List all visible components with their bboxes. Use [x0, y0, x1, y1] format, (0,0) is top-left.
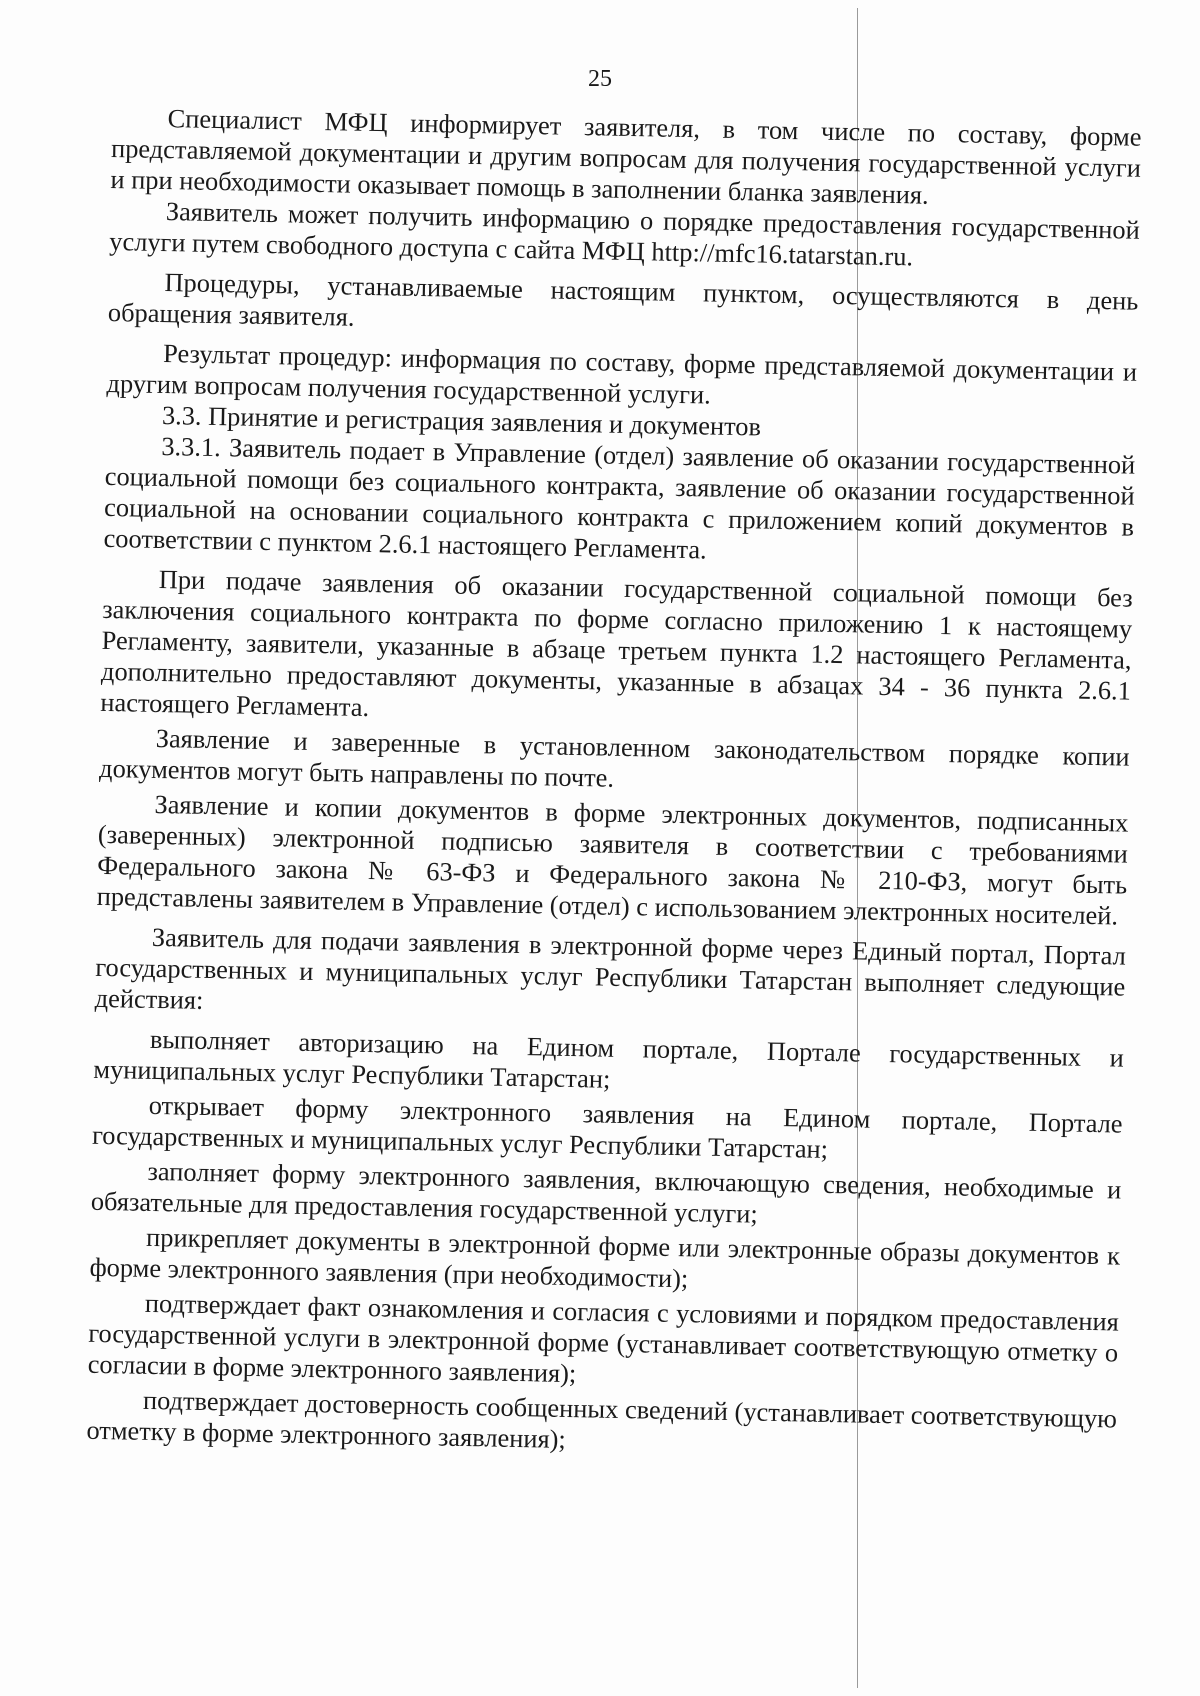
- list-item-confirm-accuracy: подтверждает достоверность сообщенных сведений (устанавливает соответствующую отметку в форме электронного заявления);: [86, 1384, 1118, 1454]
- paragraph-portal-actions: Заявитель для подачи заявления в электронной форме через Единый портал, Портал государственных и муниципальных услуг Республики Татарстан выполняет следующие действия:: [94, 921, 1127, 1015]
- paragraph-3-3-1: 3.3.1. Заявитель подает в Управление (отдел) заявление об оказании государственной социальной помощи без социального контракта, заявление об оказании государственной социальной на основании социального контракта с приложением копий документов в соответствии с пунктом 2.6.1 настоящего Регламента.: [103, 431, 1136, 565]
- paragraph-without-contract: При подаче заявления об оказании государственной социальной помощи без заключения социального контракта по форме согласно приложению 1 к настоящему Регламенту, заявители, указанные в абзаце третьем пункта 1.2 настоящего Регламента, дополнительно предоставляют документы, указанные в абзацах 34 - 36 пункта 2.6.1 настоящего Регламента.: [100, 563, 1133, 723]
- list-item-confirm-consent: подтверждает факт ознакомления и согласия с условиями и порядком предоставления государственной услуги в электронной форме (устанавливает соответствующую отметку о согласии в форме электронного заявления);: [87, 1287, 1120, 1389]
- list-item-open-form: открывает форму электронного заявления на Едином портале, Портале государственных и муниципальных услуг Республики Татарстан;: [91, 1089, 1123, 1164]
- page-number: 25: [588, 66, 612, 92]
- paragraph-result: Результат процедур: информация по составу, форме представляемой документации и другим вопросам получения государственной услуги.: [106, 338, 1138, 410]
- list-item-attach-docs: прикрепляет документы в электронной форме или электронные образы документов к форме электронного заявления (при необходимости);: [89, 1221, 1121, 1294]
- list-item-fill-form: заполняет форму электронного заявления, включающую сведения, необходимые и обязательные для предоставления государственной услуги;: [90, 1155, 1122, 1229]
- paragraph-procedures-day: Процедуры, устанавливаемые настоящим пунктом, осуществляются в день обращения заявителя.: [107, 267, 1139, 332]
- paragraph-by-post: Заявление и заверенные в установленном законодательством порядке копии документов могут быть направлены по почте.: [98, 722, 1130, 793]
- section-heading-3-3: 3.3. Принятие и регистрация заявления и документов: [161, 400, 762, 442]
- paragraph-info-site: Заявитель может получить информацию о порядке предоставления государственной услуги путем свободного доступа с сайта МФЦ http://mfc16.tatarstan.ru.: [109, 196, 1141, 272]
- document-body: [86, 102, 1142, 1466]
- list-item-authorization: выполняет авторизацию на Едином портале, Портале государственных и муниципальных услуг Республики Татарстан;: [93, 1023, 1125, 1094]
- paragraph-mfc-informs: Специалист МФЦ информирует заявителя, в том числе по составу, форме представляемой документации и другим вопросам для получения государственной услуги и при необходимости оказывает помощь в заполнении бланка заявления.: [110, 103, 1142, 210]
- paragraph-electronic-docs: Заявление и копии документов в форме электронных документов, подписанных (заверенных) электронной подписью заявителя в соответствии с требованиями Федерального закона № 63-ФЗ и Федерального закона № 210-ФЗ, могут быть представлены заявителем в Управление (отдел) с использованием электронных носителей.: [96, 788, 1129, 931]
